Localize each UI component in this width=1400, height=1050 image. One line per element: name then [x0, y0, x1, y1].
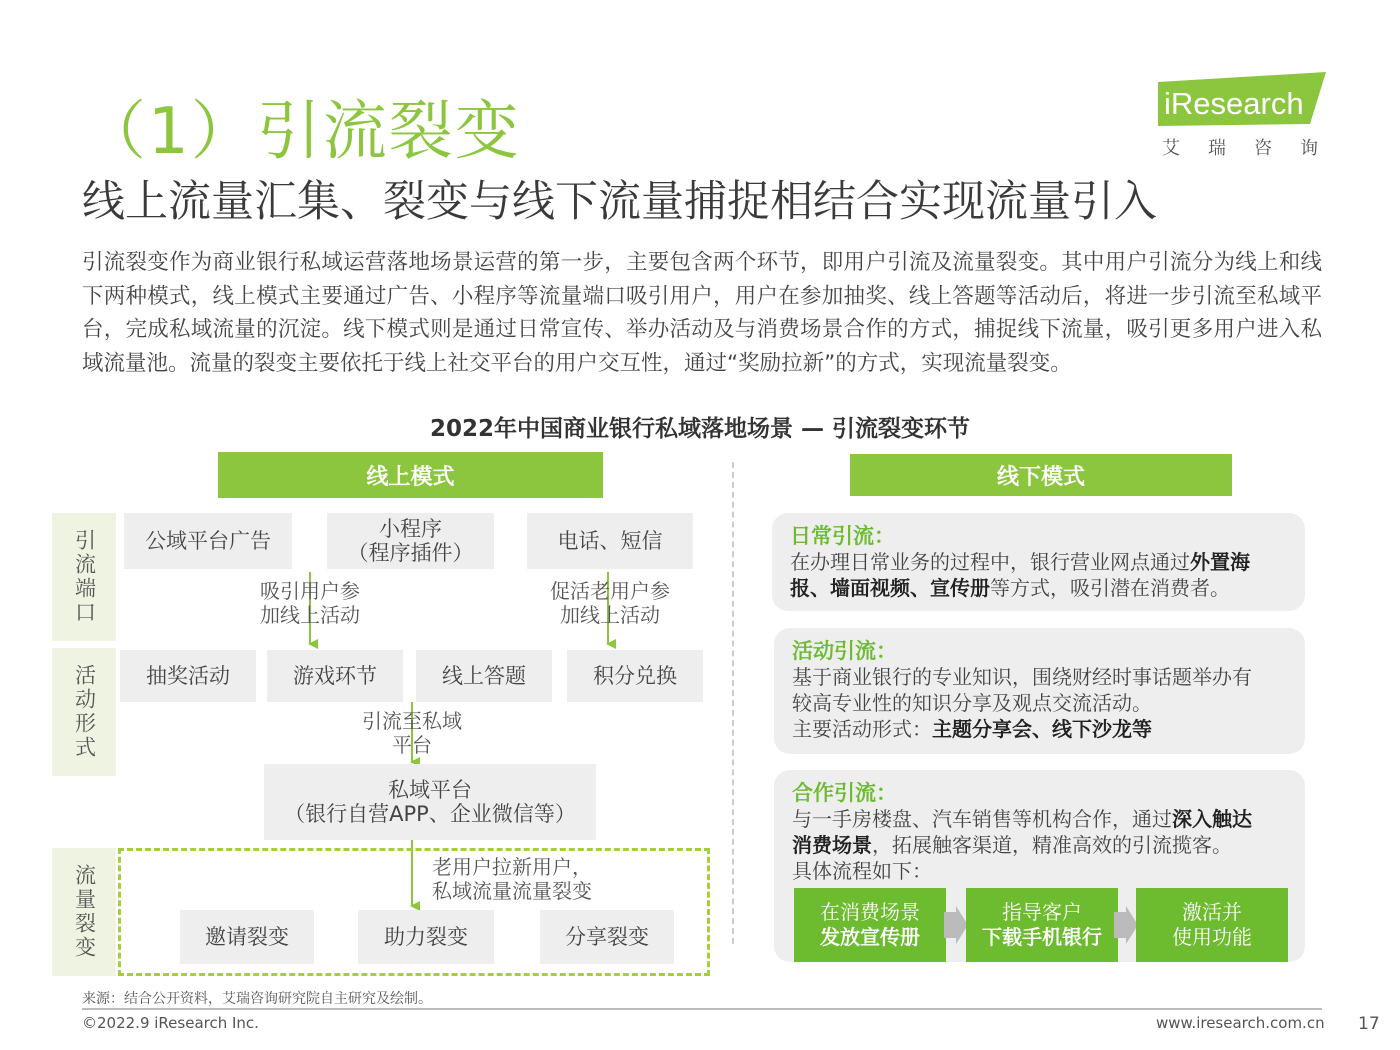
- source-note: 来源：结合公开资料，艾瑞咨询研究院自主研究及绘制。: [82, 991, 432, 1007]
- logo-chinese-name: 艾瑞咨询: [1162, 138, 1346, 159]
- flow-text-activate: 促活老用户参 加线上活动: [550, 579, 670, 627]
- step-distribute-brochure: 在消费场景 发放宣传册: [794, 888, 946, 962]
- activity-points: 积分兑换: [567, 650, 703, 702]
- page-title: （1）引流裂变: [82, 95, 521, 169]
- card-activity-traffic: [774, 628, 1305, 754]
- card-partner-title: 合作引流：: [792, 781, 897, 805]
- flow-text-to-platform: 引流至私域 平台: [362, 709, 462, 757]
- row-label-activity: 活动形式: [52, 648, 116, 776]
- activity-quiz: 线上答题: [416, 650, 552, 702]
- iresearch-logo: [1158, 72, 1346, 162]
- online-mode-header: 线上模式: [218, 452, 603, 498]
- card-daily-traffic: [772, 513, 1305, 611]
- fission-assist: 助力裂变: [358, 910, 494, 964]
- step-activate-use: 激活并 使用功能: [1136, 888, 1288, 962]
- card-activity-title: 活动引流：: [792, 639, 897, 663]
- card-daily-title: 日常引流：: [790, 524, 895, 548]
- page-number: 17: [1358, 1014, 1380, 1034]
- entry-public-ads: 公域平台广告: [124, 513, 292, 569]
- entry-phone-sms: 电话、短信: [527, 513, 693, 569]
- activity-game: 游戏环节: [267, 650, 403, 702]
- flow-text-fission: 老用户拉新用户， 私域流量流量裂变: [432, 855, 592, 903]
- activity-lottery: 抽奖活动: [120, 650, 256, 702]
- entry-mini-program: 小程序 （程序插件）: [327, 513, 494, 569]
- row-label-entry: 引流端口: [52, 513, 116, 641]
- fission-invite: 邀请裂变: [180, 910, 314, 964]
- offline-mode-header: 线下模式: [850, 454, 1232, 496]
- copyright: ©2022.9 iResearch Inc.: [82, 1014, 259, 1032]
- card-daily-text: 在办理日常业务的过程中，银行营业网点通过外置海 报、墙面视频、宣传册等方式，吸引潜在消费者。: [790, 550, 1250, 600]
- step-download-app: 指导客户 下载手机银行: [966, 888, 1118, 962]
- row-label-fission: 流量裂变: [52, 848, 116, 976]
- card-partner-text: 与一手房楼盘、汽车销售等机构合作，通过深入触达 消费场景，拓展触客渠道，精准高效的引流揽客。 具体流程如下：: [792, 807, 1252, 883]
- footer-divider: [82, 1008, 1322, 1010]
- logo-wordmark: iResearch: [1164, 86, 1304, 121]
- fission-share: 分享裂变: [540, 910, 674, 964]
- card-activity-text: 基于商业银行的专业知识，围绕财经时事话题举办有 较高专业性的知识分享及观点交流活动。 主要活动形式：主题分享会、线下沙龙等: [792, 665, 1252, 741]
- page-subtitle: 线上流量汇集、裂变与线下流量捕捉相结合实现流量引入: [82, 177, 1157, 227]
- step-arrow-2-icon: [1114, 906, 1138, 944]
- diagram-title: 2022年中国商业银行私域落地场景 — 引流裂变环节: [429, 416, 971, 442]
- step-arrow-1-icon: [944, 906, 968, 944]
- website-link[interactable]: www.iresearch.com.cn: [1156, 1014, 1325, 1032]
- intro-paragraph: 引流裂变作为商业银行私域运营落地场景运营的第一步，主要包含两个环节，即用户引流及流量裂变。其中用户引流分为线上和线下两种模式，线上模式主要通过广告、小程序等流量端口吸引用户，用户在参加抽奖、线上答题等活动后，将进一步引流至私域平台，完成私域流量的沉淀。线下模式则是通过日常宣传、举办活动及与消费场景合作的方式，捕捉线下流量，吸引更多用户进入私域流量池。流量的裂变主要依托于线上社交平台的用户交互性，通过“奖励拉新”的方式，实现流量裂变。: [82, 250, 1322, 376]
- flow-text-attract: 吸引用户参 加线上活动: [260, 579, 360, 627]
- private-platform-box: 私域平台 （银行自营APP、企业微信等）: [264, 764, 596, 840]
